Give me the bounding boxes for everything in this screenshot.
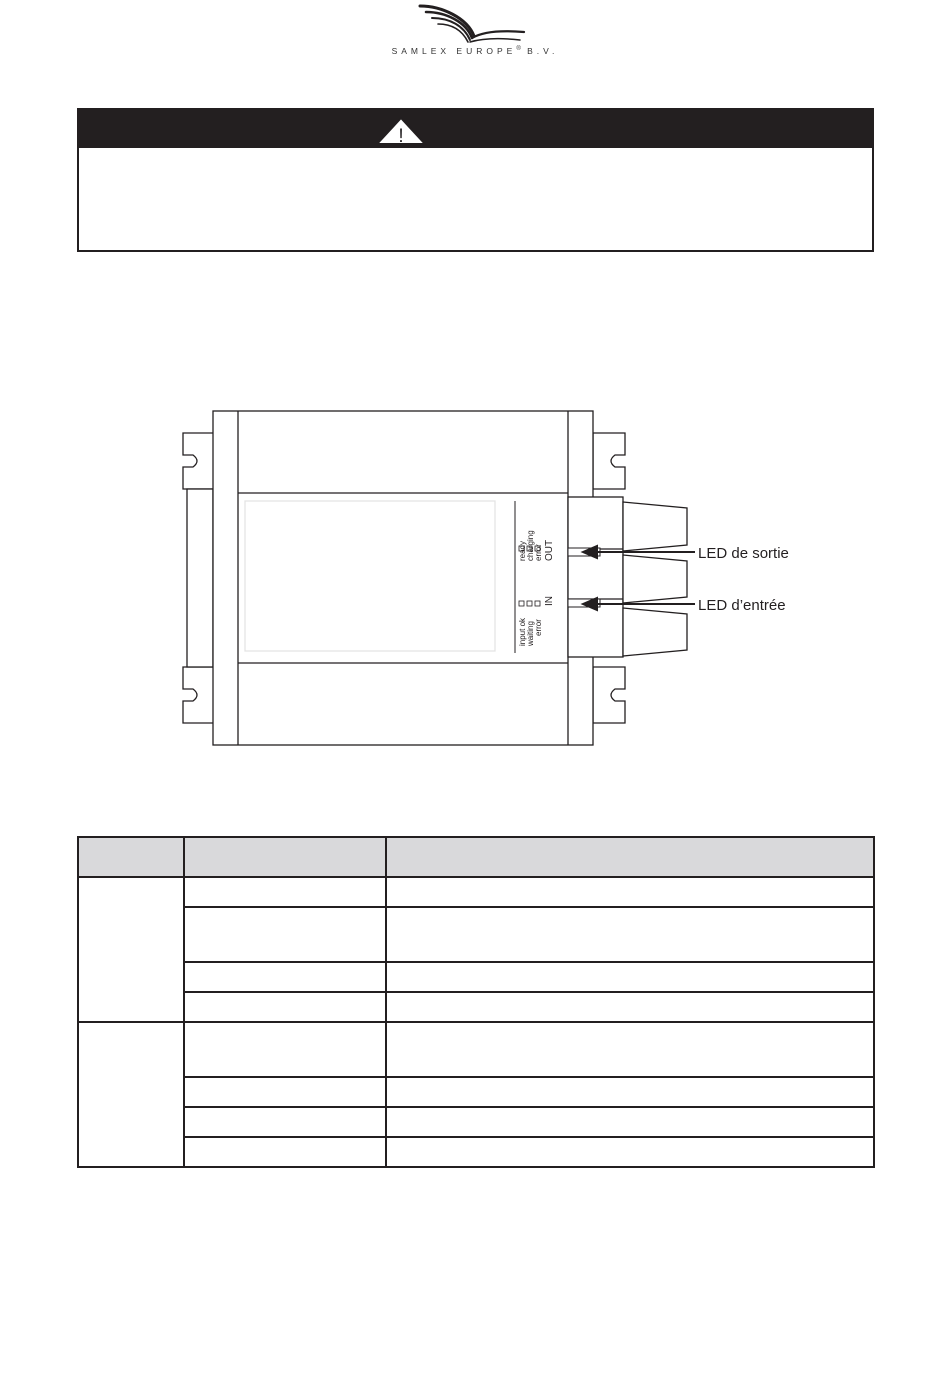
led-status-table: [77, 836, 875, 1168]
table-cell: [184, 1022, 386, 1077]
side-strip-left: [187, 489, 213, 667]
table-row: [78, 907, 874, 962]
warning-box: [77, 108, 874, 252]
out-indicator-error: error: [534, 544, 543, 561]
mount-flange-top-left: [183, 433, 215, 489]
group-cell-in: [78, 1022, 184, 1167]
header-cell-led: [78, 837, 184, 877]
table-cell: [184, 962, 386, 992]
registered-mark: ®: [516, 46, 521, 53]
connector-block: [568, 497, 623, 657]
out-label: OUT: [544, 539, 555, 561]
table-row: [78, 1077, 874, 1107]
table-row: [78, 1137, 874, 1167]
cable-gland-middle: [623, 555, 687, 603]
cable-gland-top: [623, 502, 687, 551]
table-row: [78, 877, 874, 907]
table-cell: [184, 1137, 386, 1167]
table-cell: [184, 907, 386, 962]
group-cell-out: [78, 877, 184, 1022]
table-cell: [386, 992, 874, 1022]
company-name: [370, 46, 580, 56]
samlex-bird-icon: [412, 2, 538, 46]
warning-triangle-icon: [374, 116, 428, 146]
table-cell: [386, 1107, 874, 1137]
warning-header-bar: [79, 110, 872, 148]
table-cell: [386, 1137, 874, 1167]
header-cell-status: [184, 837, 386, 877]
in-label: IN: [544, 596, 555, 606]
table-cell: [386, 962, 874, 992]
out-indicator-ready: ready: [518, 540, 527, 561]
company-logo: [370, 2, 580, 62]
warning-symbol: !: [398, 126, 404, 146]
mount-flange-bottom-left: [183, 667, 215, 723]
out-indicator-charging: charging: [526, 530, 535, 561]
callout-led-out: LED de sortie: [698, 545, 789, 562]
face-panel: [245, 501, 495, 651]
in-indicator-input-ok: input ok: [518, 617, 527, 646]
table-cell: [184, 877, 386, 907]
cable-gland-bottom: [623, 608, 687, 656]
company-name-text: SAMLEX EUROPE: [391, 46, 517, 56]
table-cell: [386, 877, 874, 907]
table-cell: [184, 1077, 386, 1107]
mount-flange-bottom-right: [593, 667, 625, 723]
company-suffix: B.V.: [527, 46, 559, 56]
table-cell: [386, 907, 874, 962]
table-cell: [184, 992, 386, 1022]
table-row: [78, 1107, 874, 1137]
mount-flange-top-right: [593, 433, 625, 489]
table-row: [78, 992, 874, 1022]
table-cell: [386, 1022, 874, 1077]
header-cell-description: [386, 837, 874, 877]
in-indicator-error: error: [534, 619, 543, 636]
device-diagram: [175, 405, 795, 755]
in-indicator-waiting: waiting: [526, 621, 535, 646]
table-header-row: [78, 837, 874, 877]
table-row: [78, 1022, 874, 1077]
table-cell: [184, 1107, 386, 1137]
callout-led-in: LED d’entrée: [698, 597, 786, 614]
table-row: [78, 962, 874, 992]
table-cell: [386, 1077, 874, 1107]
